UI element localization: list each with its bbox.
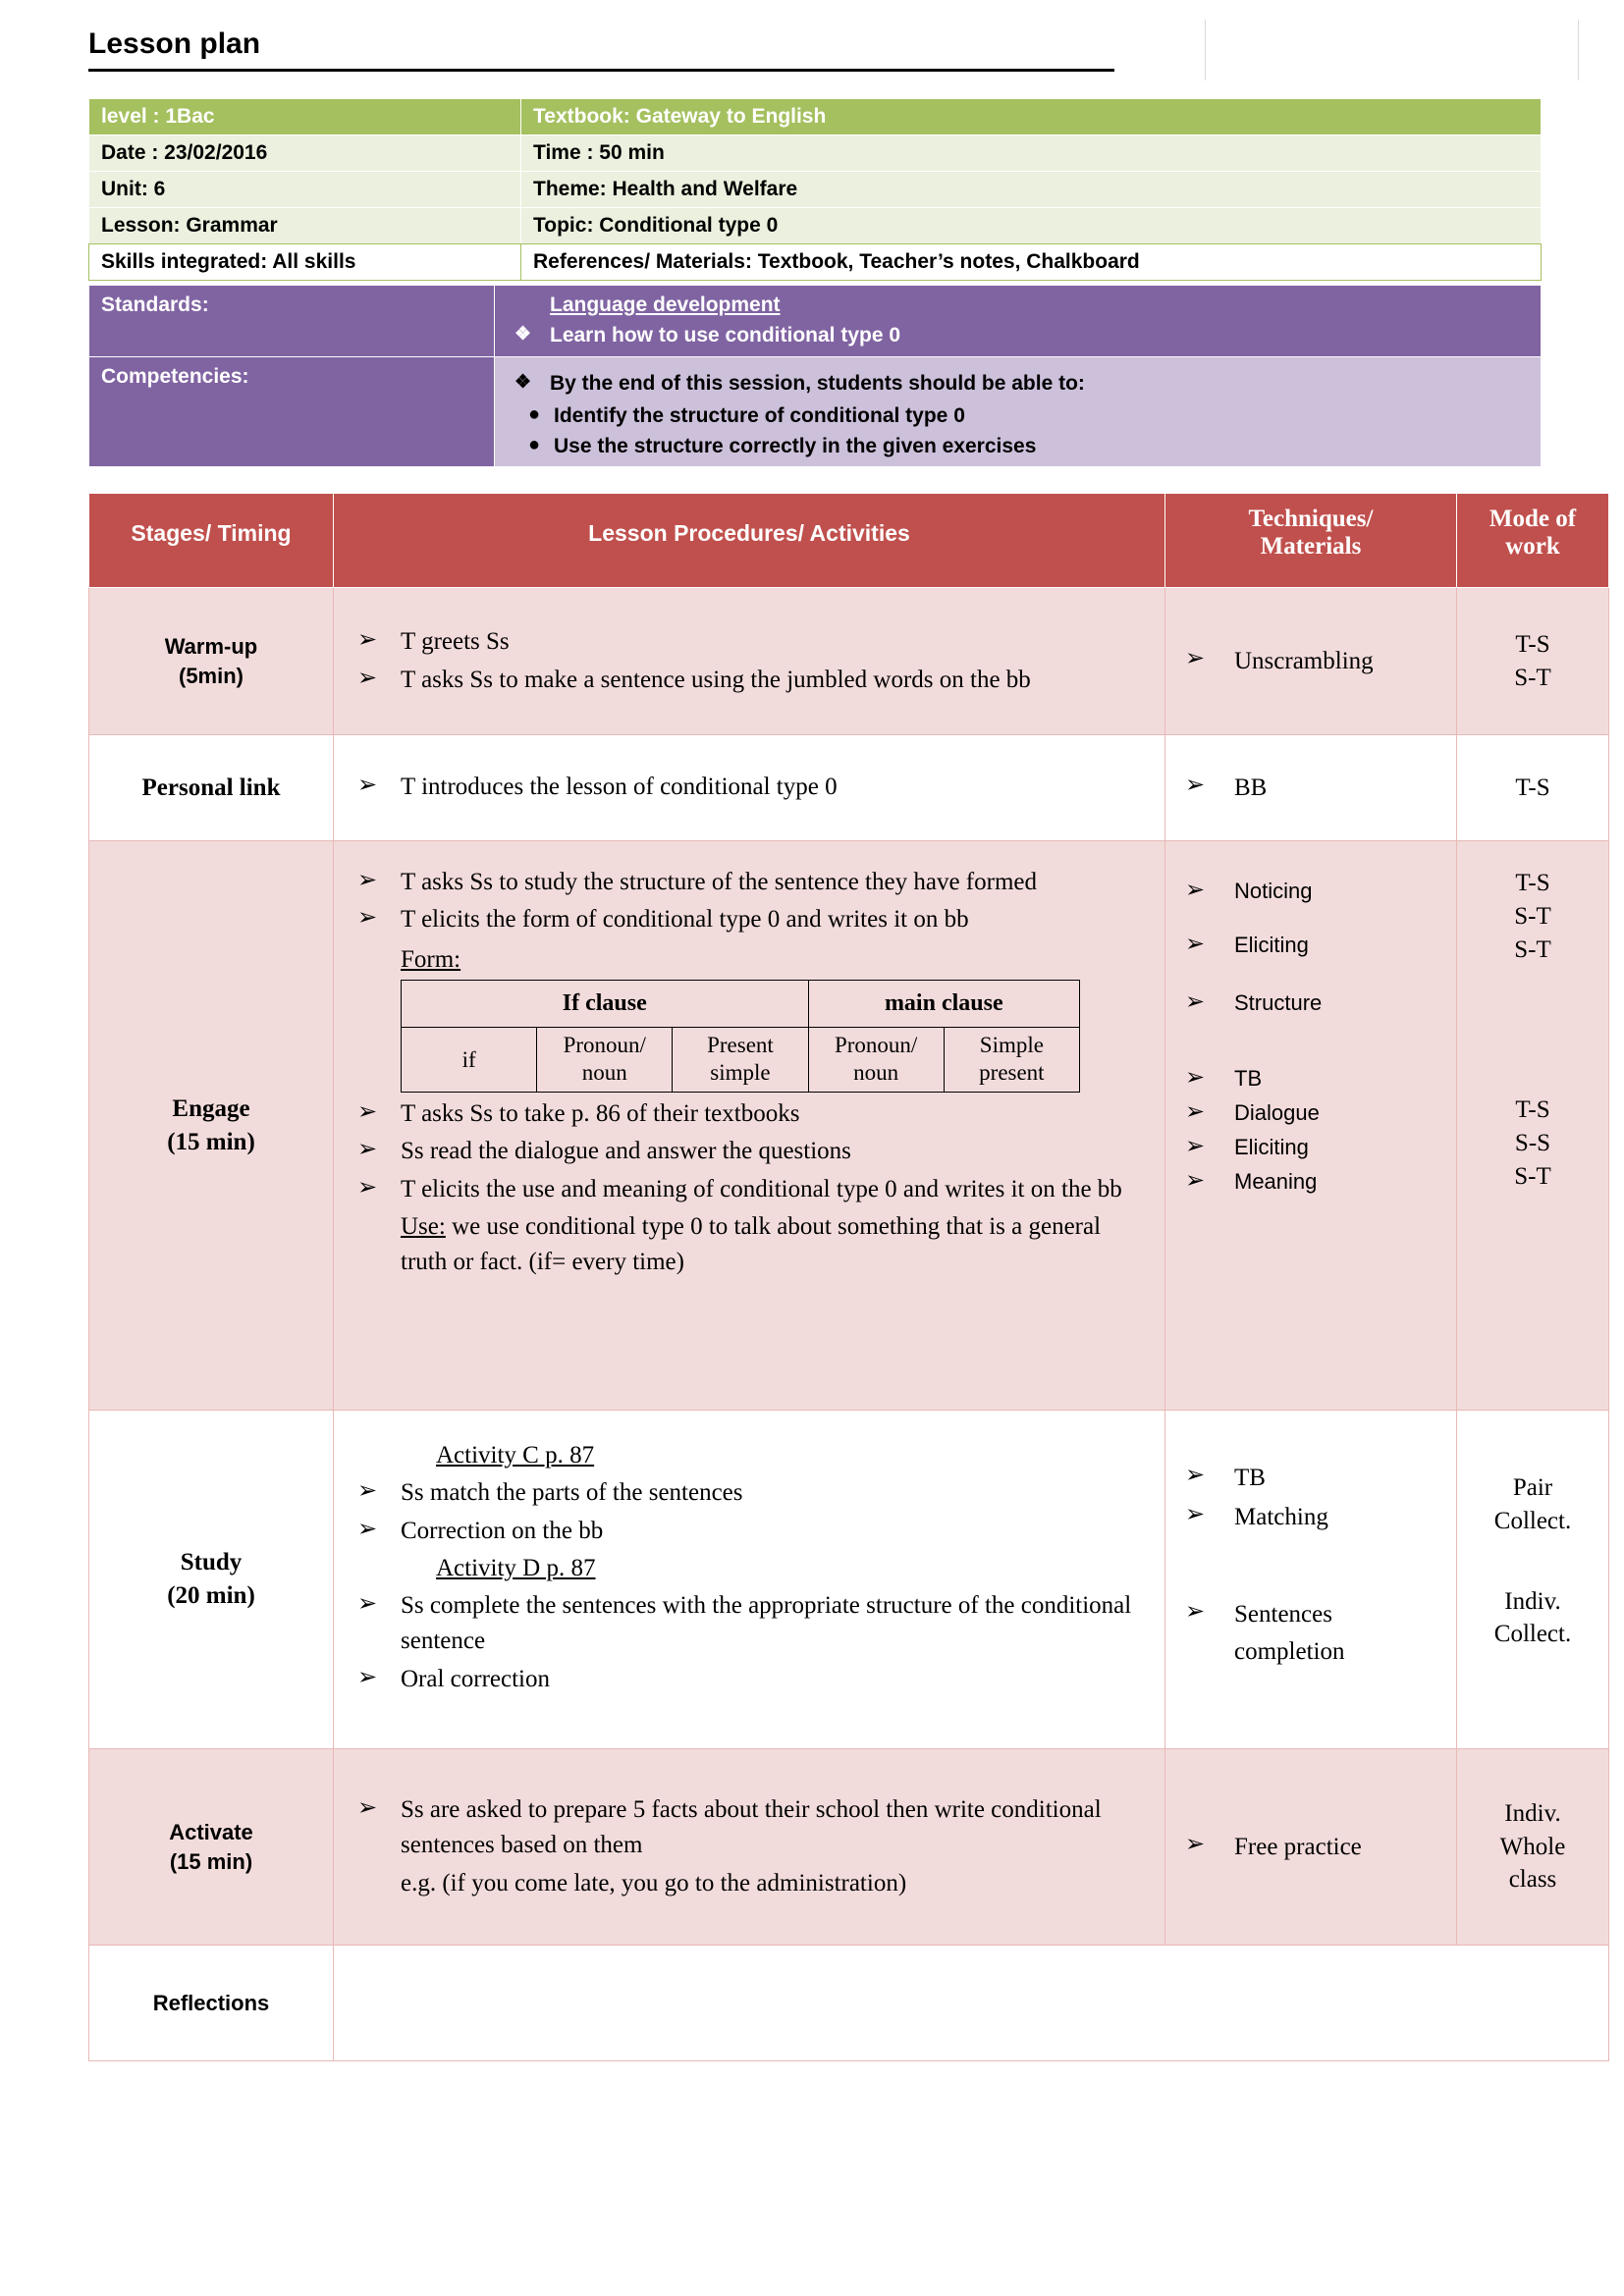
column-header-mode-of-work: Mode of work <box>1457 493 1609 588</box>
procedure-text: Oral correction <box>401 1665 551 1692</box>
mode-cell-study <box>1457 1411 1609 1749</box>
document-title-row <box>88 20 1536 80</box>
table-row <box>89 1411 1609 1749</box>
procedure-text: T introduces the lesson of conditional type 0 <box>401 774 838 801</box>
stage-cell-study <box>89 1411 334 1749</box>
arrow-bullet-icon: ➢ <box>1185 1099 1206 1125</box>
competencies-content <box>495 357 1542 466</box>
activity-c-heading: Activity C p. 87 <box>436 1442 595 1468</box>
list-item <box>507 371 1529 397</box>
list-item <box>346 663 1153 698</box>
technique-text: Structure <box>1234 990 1323 1015</box>
techniques-list-bottom <box>1177 1596 1444 1670</box>
list-item <box>1177 1460 1444 1497</box>
stage-name: Study <box>180 1549 243 1576</box>
arrow-bullet-icon: ➢ <box>357 1099 378 1126</box>
list-item <box>346 1475 1153 1511</box>
procedure-text: Ss match the parts of the sentences <box>401 1479 743 1507</box>
language-development-heading: Language development <box>550 294 781 316</box>
use-definition-line <box>346 1209 1153 1281</box>
info-value-time: Time : 50 min <box>521 135 1542 172</box>
mode-text: S-T <box>1514 1162 1551 1190</box>
info-label-level: level : 1Bac <box>89 99 521 135</box>
procedure-list <box>346 1792 1153 1864</box>
arrow-bullet-icon: ➢ <box>357 1591 378 1617</box>
info-value-theme: Theme: Health and Welfare <box>521 172 1542 208</box>
procedures-cell-engage <box>334 841 1165 1411</box>
use-text: we use conditional type 0 to talk about something that is a general truth or fact. (if= every time) <box>401 1212 1102 1276</box>
procedure-text: Ss complete the sentences with the appropriate structure of the conditional sentence <box>401 1592 1132 1655</box>
form-cell-if: if <box>402 1027 537 1093</box>
competency-text-2: Use the structure correctly in the given exercises <box>554 434 1037 457</box>
procedures-cell-study <box>334 1411 1165 1749</box>
lesson-info-table <box>88 98 1542 281</box>
standards-bullet-list <box>507 323 1529 348</box>
techniques-cell-activate <box>1165 1749 1457 1946</box>
column-header-techniques: Techniques/ Materials <box>1165 493 1457 588</box>
table-row <box>89 208 1542 244</box>
list-item <box>346 902 1153 937</box>
form-cell-main-verb: Simple present <box>944 1027 1079 1093</box>
technique-text: TB <box>1234 1066 1263 1091</box>
arrow-bullet-icon: ➢ <box>1185 1501 1206 1527</box>
arrow-bullet-icon: ➢ <box>1185 772 1206 798</box>
arrow-bullet-icon: ➢ <box>1185 1065 1206 1091</box>
arrow-bullet-icon: ➢ <box>357 1516 378 1542</box>
list-item <box>346 1172 1153 1207</box>
arrow-bullet-icon: ➢ <box>357 868 378 893</box>
technique-text: TB <box>1234 1465 1266 1491</box>
table-header-row <box>402 980 1080 1027</box>
conditional-form-table <box>401 980 1080 1093</box>
arrow-bullet-icon: ➢ <box>1185 1599 1206 1625</box>
standards-bullet-text: Learn how to use conditional type 0 <box>550 324 901 347</box>
arrow-bullet-icon: ➢ <box>357 1664 378 1690</box>
list-item <box>1177 1499 1444 1536</box>
techniques-list-bottom <box>1177 1062 1444 1198</box>
diamond-bullet-icon: ❖ <box>514 372 532 394</box>
procedure-text: Ss read the dialogue and answer the questions <box>401 1138 851 1165</box>
conditional-form-table-wrapper <box>346 980 1153 1093</box>
mode-cell-warmup <box>1457 588 1609 735</box>
table-row <box>89 357 1542 466</box>
list-item <box>1177 1062 1444 1095</box>
competencies-bullet-list <box>507 371 1529 397</box>
list-item <box>346 1588 1153 1660</box>
procedure-list-top <box>346 865 1153 938</box>
stage-name: Reflections <box>152 1990 270 2015</box>
competencies-sub-list <box>507 404 1529 458</box>
standards-label: Standards: <box>89 286 495 357</box>
table-row <box>89 99 1542 135</box>
mode-text: S-S <box>1514 1130 1551 1156</box>
procedures-cell-activate <box>334 1749 1165 1946</box>
list-item <box>1177 875 1444 907</box>
diamond-bullet-icon: ❖ <box>514 324 532 345</box>
stage-cell-personal-link <box>89 735 334 841</box>
techniques-list-top <box>1177 1460 1444 1535</box>
table-row <box>89 735 1609 841</box>
form-cell-main-subject: Pronoun/ noun <box>808 1027 944 1093</box>
list-item <box>346 770 1153 805</box>
mode-text: Pair <box>1512 1474 1553 1501</box>
techniques-list <box>1177 770 1444 807</box>
table-row <box>89 244 1542 281</box>
arrow-bullet-icon: ➢ <box>357 1174 378 1201</box>
procedure-list-bottom <box>346 1096 1153 1207</box>
lesson-procedures-table <box>88 493 1609 2062</box>
spacer <box>1469 966 1597 1094</box>
activity-d-heading: Activity D p. 87 <box>436 1554 596 1581</box>
stage-time: (15 min) <box>169 1848 253 1874</box>
stage-cell-reflections <box>89 1946 334 2061</box>
stage-time: (15 min) <box>167 1128 255 1155</box>
techniques-list <box>1177 1829 1444 1866</box>
procedure-text: T elicits the form of conditional type 0 and writes it on bb <box>401 906 969 934</box>
stage-name: Personal link <box>141 774 281 801</box>
stage-time: (5min) <box>179 663 244 688</box>
header-divider-tick-2 <box>1578 20 1579 80</box>
list-item <box>1177 1131 1444 1163</box>
technique-text: BB <box>1234 774 1268 801</box>
arrow-bullet-icon: ➢ <box>357 905 378 932</box>
techniques-cell-study <box>1165 1411 1457 1749</box>
standards-content <box>495 286 1542 357</box>
procedure-text: T greets Ss <box>401 628 510 656</box>
info-label-skills: Skills integrated: All skills <box>89 244 521 281</box>
list-item <box>1177 1165 1444 1198</box>
procedure-list <box>346 624 1153 698</box>
list-item <box>1177 643 1444 680</box>
mode-text: T-S <box>1515 870 1550 896</box>
stage-time: (20 min) <box>167 1582 255 1609</box>
form-group-header-main-clause: main clause <box>808 980 1079 1027</box>
arrow-bullet-icon: ➢ <box>1185 1831 1206 1857</box>
arrow-bullet-icon: ➢ <box>1185 645 1206 671</box>
form-group-header-if-clause: If clause <box>402 980 809 1027</box>
info-value-textbook: Textbook: Gateway to English <box>521 99 1542 135</box>
mode-text: S-T <box>1514 902 1551 930</box>
list-item <box>1177 770 1444 807</box>
info-value-references: References/ Materials: Textbook, Teacher’s notes, Chalkboard <box>521 244 1542 281</box>
competencies-label: Competencies: <box>89 357 495 466</box>
arrow-bullet-icon: ➢ <box>357 665 378 691</box>
stage-cell-activate <box>89 1749 334 1946</box>
procedure-text: Ss are asked to prepare 5 facts about their school then write conditional sentences based on them <box>401 1796 1102 1859</box>
form-cell-if-subject: Pronoun/ noun <box>537 1027 673 1093</box>
table-row <box>89 1946 1609 2061</box>
form-label: Form: <box>401 945 461 973</box>
mode-text: Collect. <box>1493 1621 1572 1648</box>
info-label-date: Date : 23/02/2016 <box>89 135 521 172</box>
arrow-bullet-icon: ➢ <box>357 627 378 654</box>
list-item <box>346 1096 1153 1132</box>
mode-text: Whole <box>1499 1833 1566 1860</box>
techniques-cell-warmup <box>1165 588 1457 735</box>
procedure-text: T elicits the use and meaning of conditional type 0 and writes it on the bb <box>401 1175 1122 1202</box>
technique-text: Dialogue <box>1234 1100 1320 1125</box>
spacer <box>1469 1538 1597 1585</box>
table-row <box>89 286 1542 357</box>
mode-text: T-S <box>1515 774 1550 801</box>
mode-cell-engage <box>1457 841 1609 1411</box>
table-row <box>89 135 1542 172</box>
competencies-intro-text: By the end of this session, students should be able to: <box>550 372 1085 396</box>
table-row <box>89 841 1609 1411</box>
list-item <box>507 404 1529 428</box>
procedures-cell-personal-link <box>334 735 1165 841</box>
column-header-lesson-procedures: Lesson Procedures/ Activities <box>334 493 1165 588</box>
arrow-bullet-icon: ➢ <box>357 773 378 799</box>
header-divider-tick-1 <box>1205 20 1206 80</box>
page-title: Lesson plan <box>88 27 261 60</box>
info-value-topic: Topic: Conditional type 0 <box>521 208 1542 244</box>
mode-text: class <box>1508 1866 1557 1894</box>
list-item <box>346 1662 1153 1697</box>
arrow-bullet-icon: ➢ <box>1185 932 1206 957</box>
procedure-text: T asks Ss to study the structure of the sentence they have formed <box>401 869 1037 895</box>
technique-text: Eliciting <box>1234 1135 1309 1159</box>
dot-bullet-icon: ● <box>528 433 541 455</box>
list-item <box>346 1514 1153 1549</box>
technique-text: Matching <box>1234 1503 1328 1530</box>
mode-text: Indiv. <box>1504 1587 1561 1615</box>
list-item <box>346 624 1153 660</box>
mode-text: T-S <box>1515 1096 1550 1124</box>
mode-text: Indiv. <box>1504 1799 1561 1827</box>
procedure-text: T asks Ss to take p. 86 of their textbooks <box>401 1100 800 1128</box>
techniques-list-top <box>1177 875 1444 1019</box>
procedure-text: Correction on the bb <box>401 1517 604 1544</box>
mode-text: Collect. <box>1493 1507 1572 1534</box>
technique-text: Noticing <box>1234 879 1313 903</box>
techniques-cell-engage <box>1165 841 1457 1411</box>
technique-text: Unscrambling <box>1234 647 1374 674</box>
procedure-list <box>346 770 1153 805</box>
procedure-list-d <box>346 1588 1153 1697</box>
mode-cell-personal-link <box>1457 735 1609 841</box>
stage-cell-warmup <box>89 588 334 735</box>
list-item <box>1177 987 1444 1019</box>
technique-text: Meaning <box>1234 1169 1318 1194</box>
column-header-stages: Stages/ Timing <box>89 493 334 588</box>
mode-text: S-T <box>1514 935 1551 963</box>
mode-text: T-S <box>1515 630 1550 658</box>
stage-cell-engage <box>89 841 334 1411</box>
table-row <box>402 1027 1080 1093</box>
techniques-cell-personal-link <box>1165 735 1457 841</box>
table-row <box>89 1749 1609 1946</box>
techniques-list <box>1177 643 1444 680</box>
table-row <box>89 172 1542 208</box>
mode-cell-activate <box>1457 1749 1609 1946</box>
dot-bullet-icon: ● <box>528 402 541 425</box>
stage-name: Warm-up <box>164 633 258 659</box>
info-label-lesson: Lesson: Grammar <box>89 208 521 244</box>
list-item <box>507 435 1529 458</box>
info-label-unit: Unit: 6 <box>89 172 521 208</box>
technique-text: Eliciting <box>1234 933 1309 957</box>
arrow-bullet-icon: ➢ <box>1185 878 1206 903</box>
list-item <box>346 1134 1153 1169</box>
technique-text: Free practice <box>1234 1833 1362 1860</box>
arrow-bullet-icon: ➢ <box>357 1478 378 1505</box>
form-cell-if-verb: Present simple <box>673 1027 808 1093</box>
list-item <box>346 865 1153 900</box>
competency-text-1: Identify the structure of conditional type 0 <box>554 403 965 427</box>
list-item <box>346 1792 1153 1864</box>
title-underline-rule <box>88 69 1114 72</box>
stage-name: Engage <box>172 1095 250 1122</box>
procedures-cell-warmup <box>334 588 1165 735</box>
arrow-bullet-icon: ➢ <box>1185 989 1206 1015</box>
reflections-notes-area[interactable] <box>334 1946 1609 2061</box>
list-item <box>507 323 1529 348</box>
mode-text: S-T <box>1514 664 1551 691</box>
stage-name: Activate <box>169 1819 253 1844</box>
list-item <box>1177 929 1444 961</box>
table-header-row <box>89 493 1609 588</box>
table-row <box>89 588 1609 735</box>
arrow-bullet-icon: ➢ <box>357 1795 378 1822</box>
activate-example-text: e.g. (if you come late, you go to the administration) <box>401 1869 907 1896</box>
standards-competencies-table <box>88 285 1542 467</box>
list-item <box>1177 1829 1444 1866</box>
arrow-bullet-icon: ➢ <box>1185 1168 1206 1194</box>
procedure-text: T asks Ss to make a sentence using the jumbled words on the bb <box>401 666 1031 693</box>
arrow-bullet-icon: ➢ <box>357 1137 378 1163</box>
spacer <box>1177 1021 1444 1060</box>
procedure-list-c <box>346 1475 1153 1549</box>
arrow-bullet-icon: ➢ <box>1185 1463 1206 1488</box>
spacer <box>1177 1537 1444 1594</box>
technique-text: Sentences completion <box>1234 1601 1345 1665</box>
use-label: Use: <box>401 1212 446 1240</box>
list-item <box>1177 1096 1444 1129</box>
list-item <box>1177 1596 1444 1670</box>
arrow-bullet-icon: ➢ <box>1185 1134 1206 1159</box>
